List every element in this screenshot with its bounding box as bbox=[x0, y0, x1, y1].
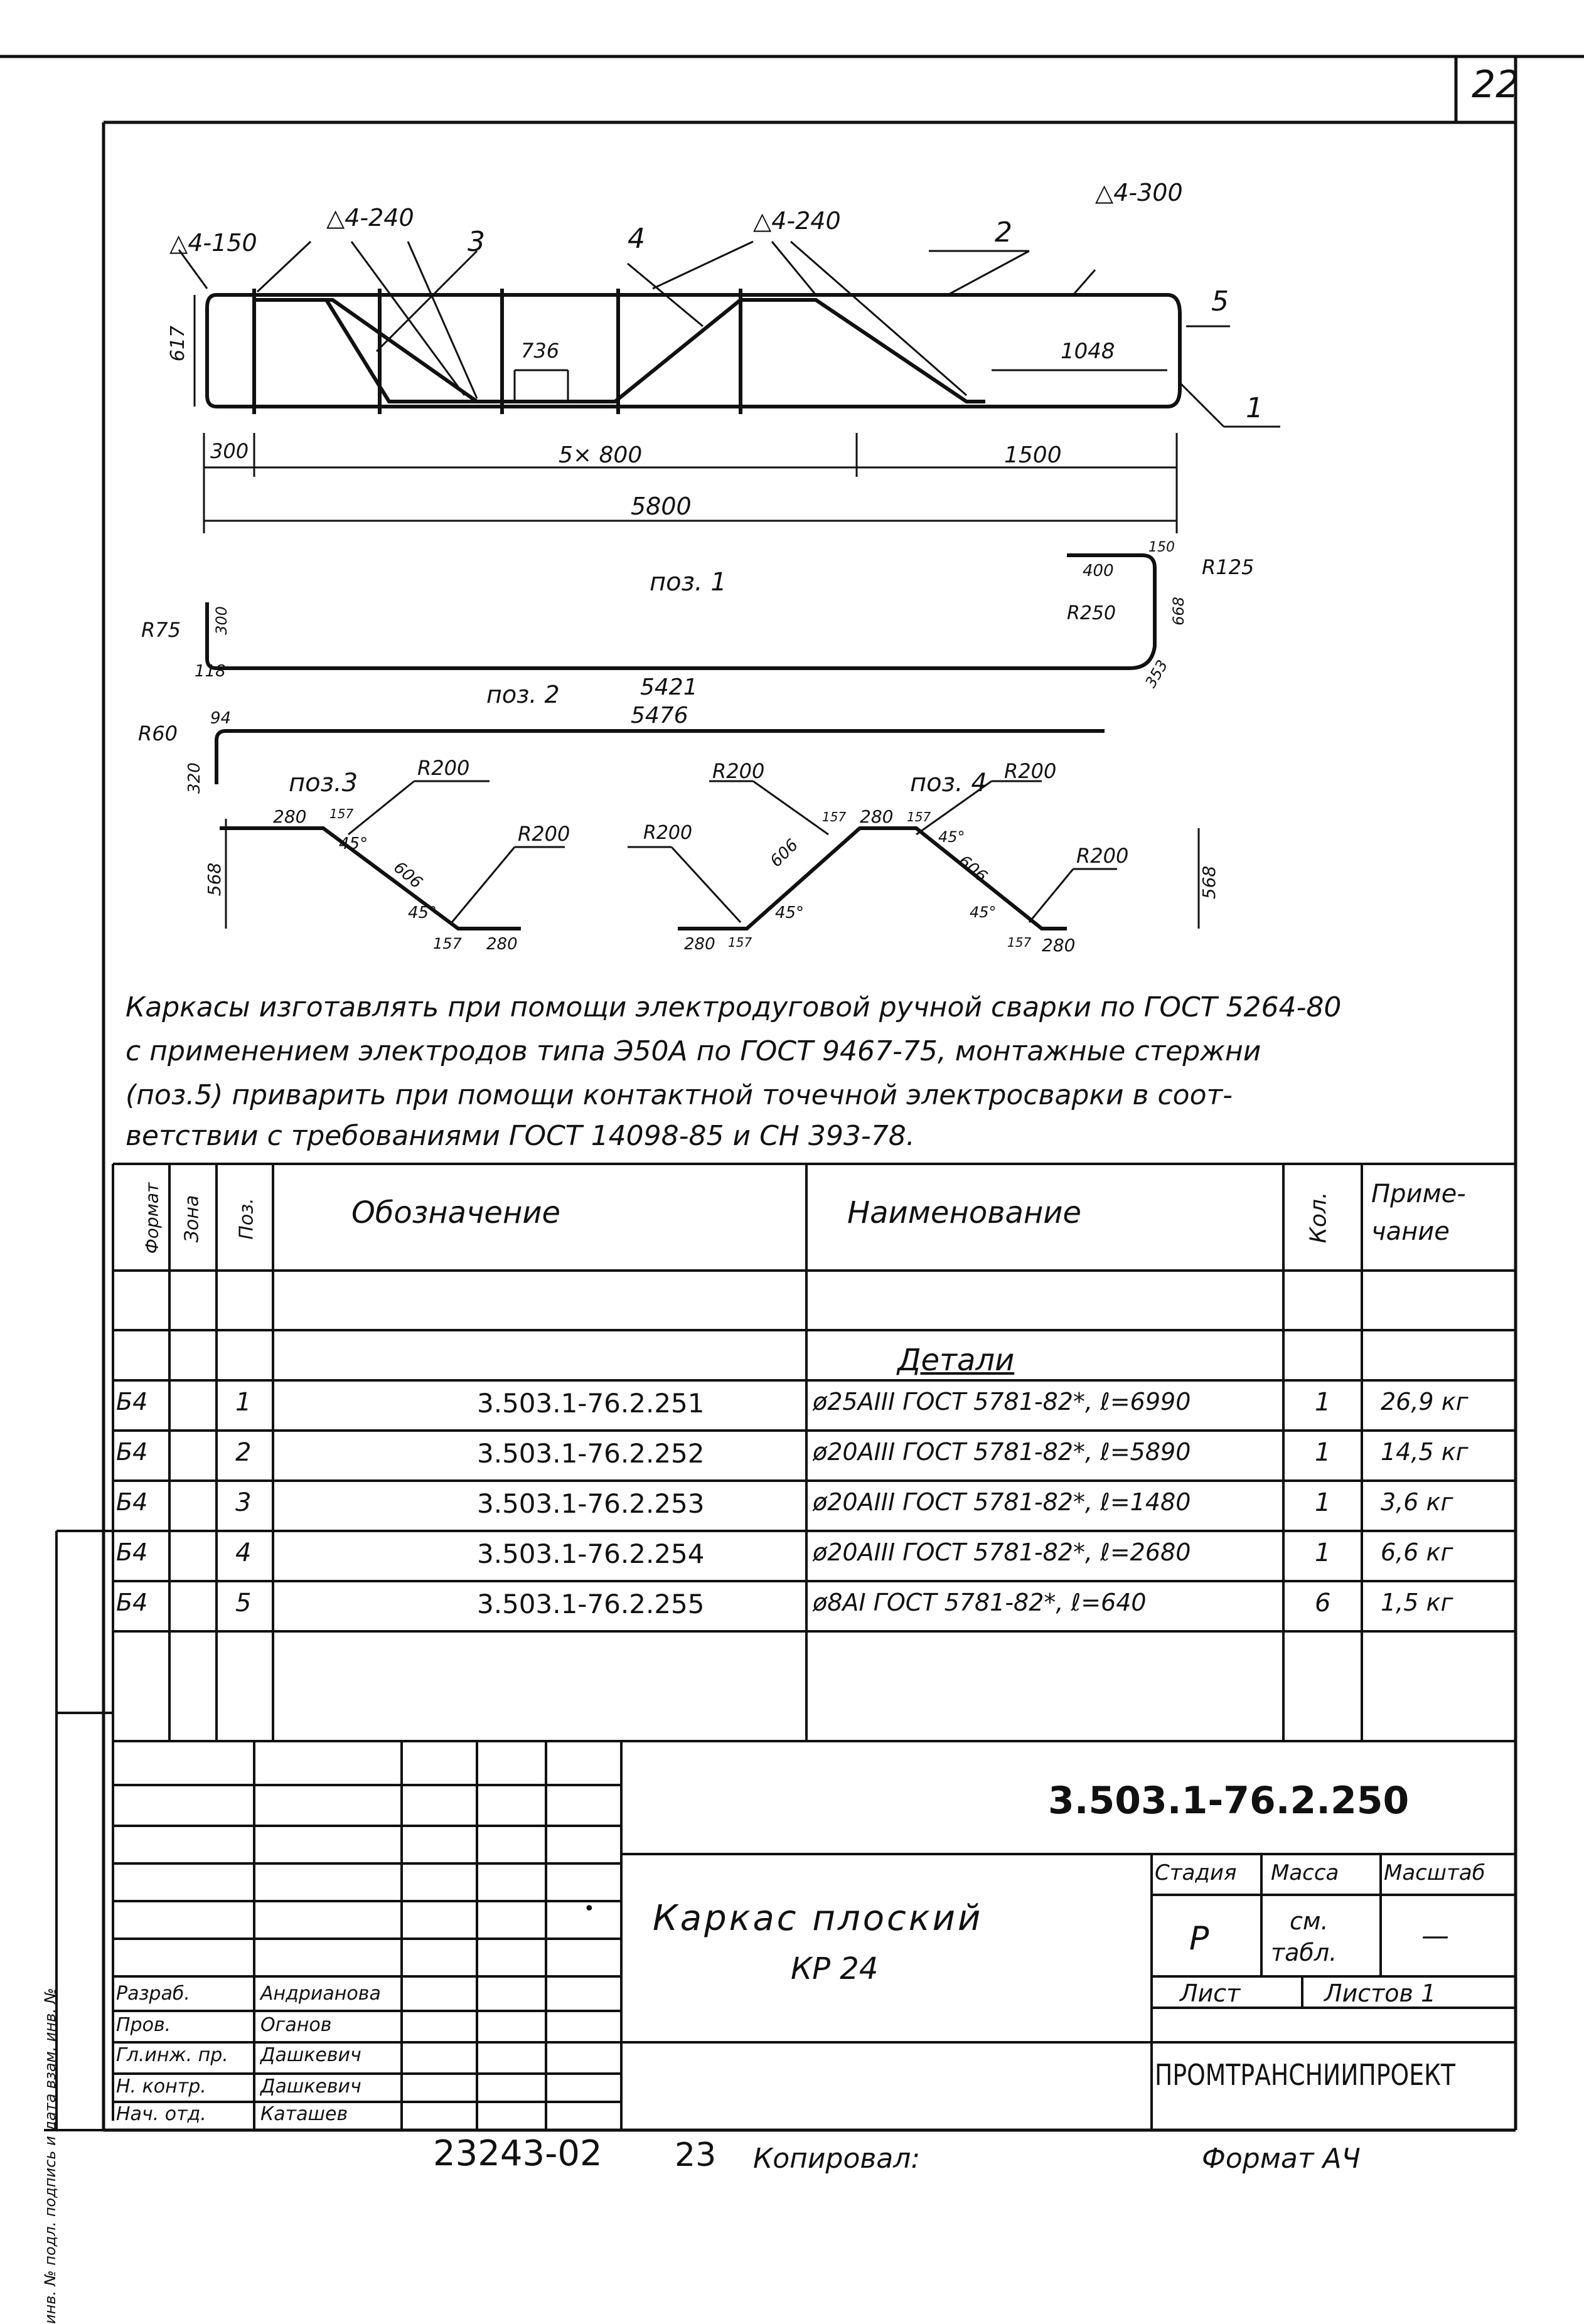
hdr-pos: Поз. bbox=[235, 1198, 258, 1240]
poz4-a45b: 45° bbox=[775, 903, 805, 922]
leader-3: 3 bbox=[468, 226, 485, 258]
poz4-r200d: R200 bbox=[1076, 844, 1129, 868]
poz4-r200b: R200 bbox=[1004, 759, 1057, 783]
row-designation: 3.503.1-76.2.253 bbox=[477, 1488, 705, 1519]
poz1-d400: 400 bbox=[1083, 562, 1114, 580]
poz4-d280b: 280 bbox=[684, 935, 715, 954]
row-qty: 1 bbox=[1315, 1388, 1331, 1417]
weld-mark-2: △4-240 bbox=[326, 204, 414, 232]
note-line-1: Каркасы изготавлять при помощи электродуговой ручной сварки по ГОСТ 5264-80 bbox=[126, 991, 1342, 1023]
poz4-d157a: 157 bbox=[822, 809, 847, 824]
poz1-d118: 118 bbox=[195, 662, 226, 681]
mass-value-2: табл. bbox=[1271, 1939, 1337, 1966]
note-line-4: ветствии с требованиями ГОСТ 14098-85 и СН 393-78. bbox=[126, 1120, 915, 1152]
poz1-d668: 668 bbox=[1169, 597, 1187, 626]
poz3-label: поз.3 bbox=[289, 769, 358, 797]
person-name: Каташев bbox=[260, 2103, 348, 2125]
poz4-r200a: R200 bbox=[712, 759, 765, 783]
row-note: 14,5 кг bbox=[1381, 1438, 1469, 1466]
poz2-len2: 5476 bbox=[631, 703, 688, 728]
hdr-format: Формат bbox=[141, 1182, 163, 1254]
poz1-d300: 300 bbox=[212, 606, 230, 635]
detail-leaders bbox=[226, 781, 1199, 929]
row-note: 3,6 кг bbox=[1381, 1488, 1453, 1516]
row-format: Б4 bbox=[116, 1538, 148, 1566]
scale-value: — bbox=[1421, 1920, 1449, 1952]
poz3-d606: 606 bbox=[390, 858, 426, 893]
side-stamp: инв. № подл. подпись и дата взам. инв. № bbox=[41, 1988, 59, 2324]
poz3-a45a: 45° bbox=[339, 834, 368, 853]
hdr-name: Наименование bbox=[847, 1195, 1082, 1230]
stage-value: Р bbox=[1189, 1920, 1209, 1958]
poz3-a45b: 45° bbox=[408, 903, 437, 922]
row-designation: 3.503.1-76.2.251 bbox=[477, 1388, 705, 1419]
poz4-d606a: 606 bbox=[766, 835, 802, 872]
row-format: Б4 bbox=[116, 1388, 148, 1415]
poz4-d606b: 606 bbox=[955, 851, 991, 887]
row-format: Б4 bbox=[116, 1438, 148, 1466]
poz3-d568: 568 bbox=[204, 862, 225, 897]
title-dot: • bbox=[584, 1898, 595, 1920]
poz4-d280: 280 bbox=[860, 806, 894, 827]
sheets-label: Листов 1 bbox=[1324, 1980, 1437, 2007]
poz2-r60: R60 bbox=[138, 722, 178, 745]
footer-page: 23 bbox=[675, 2136, 717, 2174]
person-name: Оганов bbox=[260, 2014, 332, 2036]
poz2-label: поз. 2 bbox=[486, 681, 560, 708]
row-format: Б4 bbox=[116, 1589, 148, 1616]
row-designation: 3.503.1-76.2.252 bbox=[477, 1438, 705, 1469]
row-qty: 6 bbox=[1315, 1589, 1331, 1618]
dim-5800: 5800 bbox=[631, 493, 692, 520]
hdr-note-2: чание bbox=[1371, 1217, 1450, 1246]
row-format: Б4 bbox=[116, 1488, 148, 1516]
title-line-2: КР 24 bbox=[791, 1951, 879, 1986]
poz3-bar bbox=[220, 828, 521, 929]
row-qty: 1 bbox=[1315, 1538, 1331, 1567]
poz4-a45a: 45° bbox=[938, 828, 965, 846]
row-designation: 3.503.1-76.2.254 bbox=[477, 1538, 705, 1569]
row-name: ø25АІІІ ГОСТ 5781-82*, ℓ=6990 bbox=[813, 1388, 1191, 1415]
footer-inv: 23243-02 bbox=[433, 2133, 602, 2174]
person-role: Пров. bbox=[116, 2014, 171, 2036]
poz4-d157c: 157 bbox=[728, 935, 752, 950]
poz3-d157: 157 bbox=[329, 806, 354, 821]
dim-5x800: 5× 800 bbox=[559, 442, 643, 468]
mass-label: Масса bbox=[1271, 1860, 1339, 1885]
weld-mark-4: △4-300 bbox=[1095, 179, 1183, 206]
person-role: Н. контр. bbox=[116, 2076, 206, 2097]
person-role: Нач. отд. bbox=[116, 2103, 206, 2125]
poz1-label: поз. 1 bbox=[650, 568, 727, 597]
poz3-d280: 280 bbox=[273, 806, 307, 827]
leader-5: 5 bbox=[1211, 285, 1229, 317]
poz2-d94: 94 bbox=[210, 709, 232, 728]
poz2-len1: 5421 bbox=[640, 674, 698, 700]
org-name: ПРОМТРАНСНИИПРОЕКТ bbox=[1155, 2058, 1455, 2092]
poz1-r125: R125 bbox=[1202, 555, 1255, 579]
section-details: Детали bbox=[897, 1343, 1015, 1378]
title-line-1: Каркас плоский bbox=[653, 1898, 983, 1939]
row-name: ø20АІІІ ГОСТ 5781-82*, ℓ=2680 bbox=[813, 1538, 1191, 1566]
sheet-label: Лист bbox=[1180, 1980, 1241, 2007]
dim-1048: 1048 bbox=[1061, 339, 1115, 364]
hdr-qty: Кол. bbox=[1305, 1191, 1332, 1244]
weld-mark-1: △4-150 bbox=[169, 229, 257, 257]
row-pos: 2 bbox=[235, 1438, 252, 1467]
poz4-label: поз. 4 bbox=[910, 769, 987, 797]
person-name: Андрианова bbox=[260, 1983, 381, 2005]
footer-format: Формат АЧ bbox=[1202, 2143, 1361, 2175]
leader-2: 2 bbox=[995, 216, 1012, 248]
page-number: 22 bbox=[1472, 63, 1520, 107]
leader-4: 4 bbox=[628, 223, 645, 255]
poz4-a45c: 45° bbox=[970, 903, 997, 921]
person-role: Гл.инж. пр. bbox=[116, 2044, 228, 2066]
person-name: Дашкевич bbox=[260, 2044, 361, 2066]
dim-1500: 1500 bbox=[1004, 442, 1062, 468]
row-qty: 1 bbox=[1315, 1488, 1331, 1517]
row-qty: 1 bbox=[1315, 1438, 1331, 1467]
row-pos: 3 bbox=[235, 1488, 252, 1517]
poz4-r200c: R200 bbox=[643, 822, 693, 844]
row-pos: 5 bbox=[235, 1589, 252, 1618]
row-note: 26,9 кг bbox=[1381, 1388, 1469, 1415]
row-designation: 3.503.1-76.2.255 bbox=[477, 1589, 705, 1619]
poz4-bar bbox=[678, 828, 1067, 929]
hdr-zone: Зона bbox=[181, 1195, 203, 1243]
person-name: Дашкевич bbox=[260, 2076, 361, 2097]
poz1-d353: 353 bbox=[1142, 657, 1172, 691]
poz3-r200a: R200 bbox=[417, 756, 470, 780]
poz3-d280b: 280 bbox=[486, 935, 518, 954]
note-line-2: с применением электродов типа Э50А по ГОСТ 9467-75, монтажные стержни bbox=[126, 1035, 1261, 1067]
dim-300: 300 bbox=[210, 439, 249, 463]
poz1-r250: R250 bbox=[1067, 602, 1116, 624]
hdr-designation: Обозначение bbox=[351, 1195, 561, 1230]
poz3-d157b: 157 bbox=[433, 935, 462, 952]
weld-mark-3: △4-240 bbox=[753, 207, 841, 235]
stage-label: Стадия bbox=[1155, 1860, 1237, 1885]
hdr-note-1: Приме- bbox=[1371, 1180, 1466, 1208]
footer-copied: Копировал: bbox=[753, 2143, 921, 2175]
leader-1: 1 bbox=[1246, 392, 1263, 424]
row-note: 1,5 кг bbox=[1381, 1589, 1453, 1616]
row-pos: 1 bbox=[235, 1388, 252, 1417]
poz1-r75: R75 bbox=[141, 618, 181, 642]
poz2-d320: 320 bbox=[185, 762, 204, 794]
mass-value-1: см. bbox=[1290, 1907, 1329, 1935]
dim-617: 617 bbox=[167, 325, 190, 362]
row-pos: 4 bbox=[235, 1538, 252, 1567]
poz1-d150: 150 bbox=[1148, 540, 1175, 555]
doc-code: 3.503.1-76.2.250 bbox=[1048, 1779, 1410, 1823]
scale-label: Масштаб bbox=[1384, 1860, 1485, 1885]
row-name: ø20АІІІ ГОСТ 5781-82*, ℓ=5890 bbox=[813, 1438, 1191, 1466]
row-name: ø20АІІІ ГОСТ 5781-82*, ℓ=1480 bbox=[813, 1488, 1191, 1516]
poz3-r200b: R200 bbox=[518, 822, 570, 846]
note-line-3: (поз.5) приварить при помощи контактной точечной электросварки в соот- bbox=[126, 1079, 1233, 1111]
poz4-d280c: 280 bbox=[1042, 935, 1076, 956]
poz4-d568: 568 bbox=[1199, 865, 1220, 900]
poz4-d157d: 157 bbox=[1007, 935, 1032, 950]
person-role: Разраб. bbox=[116, 1983, 190, 2005]
row-note: 6,6 кг bbox=[1381, 1538, 1453, 1566]
leader-lines bbox=[179, 242, 1280, 427]
dim-736: 736 bbox=[521, 339, 560, 363]
poz4-d157b: 157 bbox=[907, 809, 931, 824]
cage-elevation bbox=[207, 289, 1180, 414]
row-name: ø8АІ ГОСТ 5781-82*, ℓ=640 bbox=[813, 1589, 1147, 1616]
